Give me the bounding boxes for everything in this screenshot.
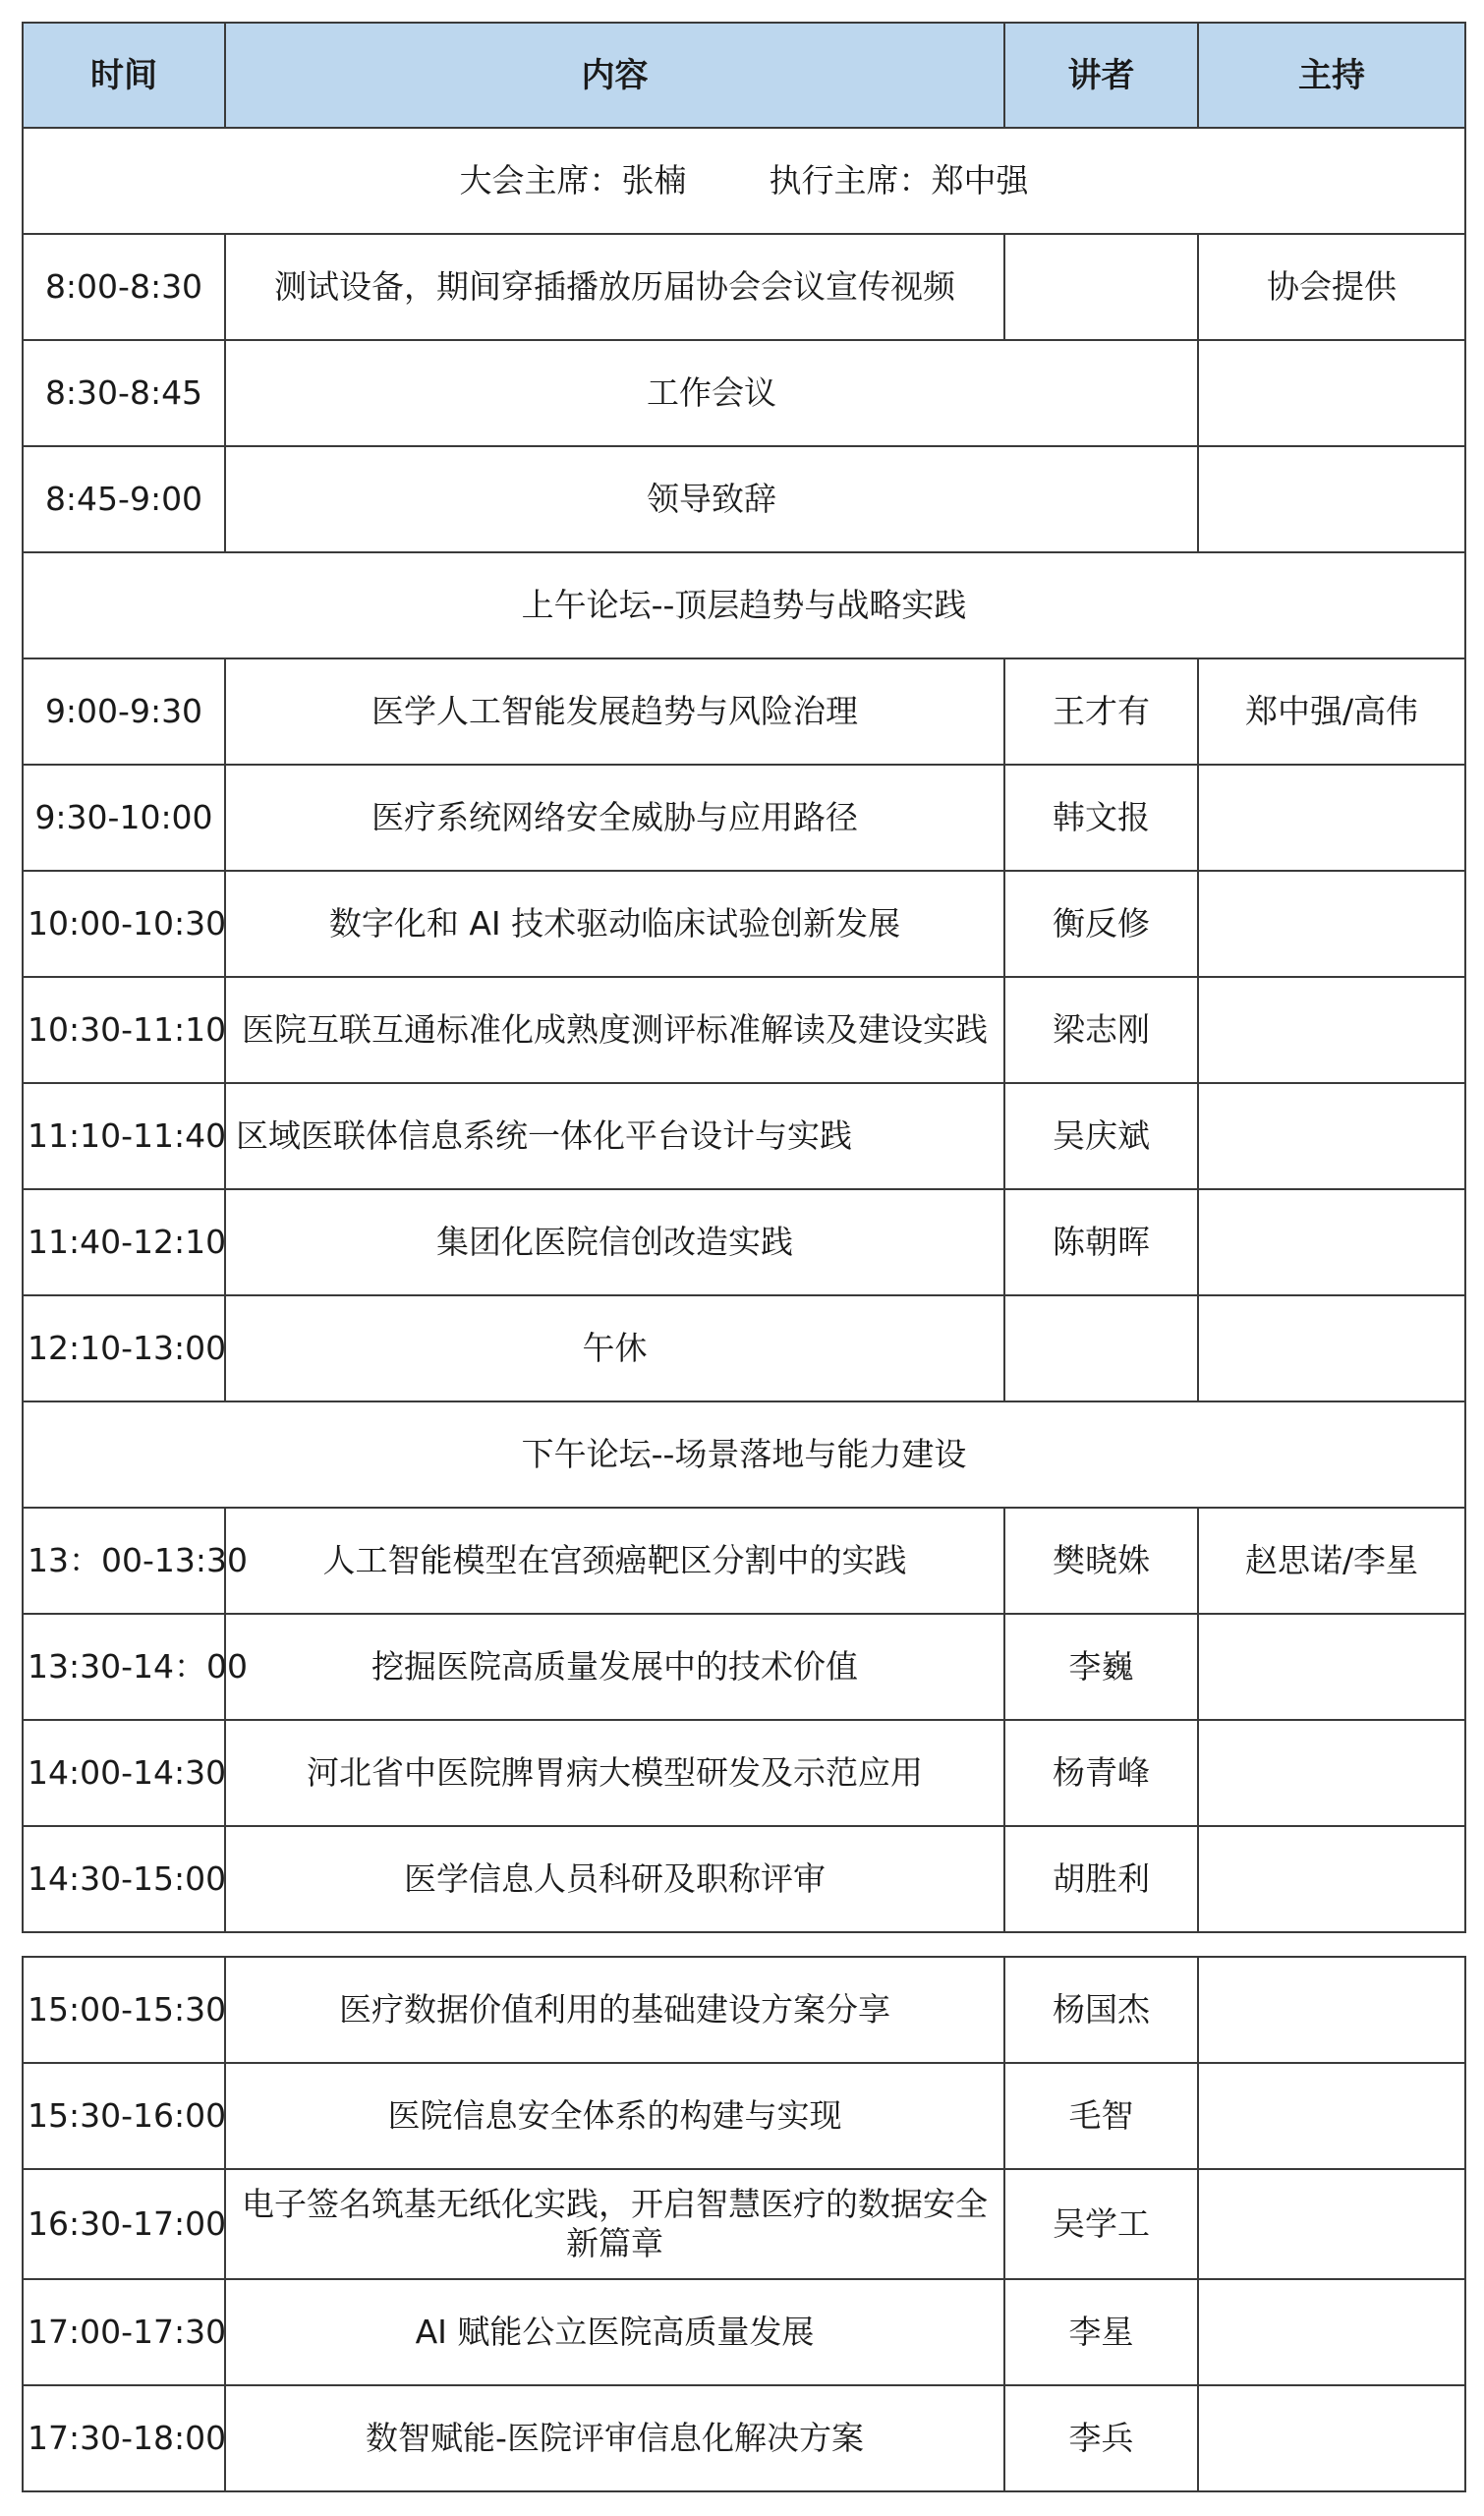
content-cell: 医学人工智能发展趋势与风险治理	[225, 658, 1004, 765]
table-row	[23, 871, 1465, 977]
table-row	[23, 2063, 1465, 2169]
table-row	[23, 234, 1465, 340]
content-cell: 测试设备，期间穿插播放历届协会会议宣传视频	[225, 234, 1004, 340]
content-cell: 电子签名筑基无纸化实践，开启智慧医疗的数据安全新篇章	[225, 2169, 1004, 2279]
time-cell: 12:10-13:00	[23, 1295, 225, 1401]
speaker-cell: 吴学工	[1004, 2169, 1198, 2279]
section-row	[23, 552, 1465, 658]
header-row	[23, 23, 1465, 128]
speaker-cell: 王才有	[1004, 658, 1198, 765]
time-cell: 16:30-17:00	[23, 2169, 225, 2279]
host-cell	[1198, 977, 1465, 1083]
table-row	[23, 2279, 1465, 2385]
table-row	[23, 1083, 1465, 1189]
speaker-cell: 衡反修	[1004, 871, 1198, 977]
table-row	[23, 1826, 1465, 1932]
speaker-cell: 杨青峰	[1004, 1720, 1198, 1826]
content-cell: 医院互联互通标准化成熟度测评标准解读及建设实践	[225, 977, 1004, 1083]
content-cell: 医疗数据价值利用的基础建设方案分享	[225, 1957, 1004, 2063]
host-cell	[1198, 1295, 1465, 1401]
speaker-cell: 梁志刚	[1004, 977, 1198, 1083]
speaker-cell: 吴庆斌	[1004, 1083, 1198, 1189]
header-host: 主持	[1198, 23, 1465, 128]
speaker-cell: 李巍	[1004, 1614, 1198, 1720]
time-cell: 8:45-9:00	[23, 446, 225, 552]
header-content: 内容	[225, 23, 1004, 128]
speaker-cell: 陈朝晖	[1004, 1189, 1198, 1295]
time-cell: 9:00-9:30	[23, 658, 225, 765]
time-cell: 10:30-11:10	[23, 977, 225, 1083]
table-row	[23, 446, 1465, 552]
time-cell: 14:30-15:00	[23, 1826, 225, 1932]
table-row	[23, 2169, 1465, 2279]
speaker-cell: 毛智	[1004, 2063, 1198, 2169]
table-row	[23, 1189, 1465, 1295]
host-cell	[1198, 765, 1465, 871]
host-cell	[1198, 2169, 1465, 2279]
schedule-table-part-2	[22, 1956, 1466, 2492]
host-cell	[1198, 1826, 1465, 1932]
table-row	[23, 765, 1465, 871]
host-cell: 郑中强/高伟	[1198, 658, 1465, 765]
time-cell: 9:30-10:00	[23, 765, 225, 871]
host-cell	[1198, 1083, 1465, 1189]
table-row	[23, 340, 1465, 446]
header-time: 时间	[23, 23, 225, 128]
content-cell: 人工智能模型在宫颈癌靶区分割中的实践	[225, 1508, 1004, 1614]
host-cell	[1198, 2279, 1465, 2385]
time-cell: 8:00-8:30	[23, 234, 225, 340]
content-cell: 集团化医院信创改造实践	[225, 1189, 1004, 1295]
host-cell	[1198, 871, 1465, 977]
time-cell: 15:30-16:00	[23, 2063, 225, 2169]
host-cell	[1198, 446, 1465, 552]
time-cell: 14:00-14:30	[23, 1720, 225, 1826]
time-cell: 13:30-14：00	[23, 1614, 225, 1720]
table-row	[23, 1295, 1465, 1401]
table-row	[23, 2385, 1465, 2491]
speaker-cell: 李兵	[1004, 2385, 1198, 2491]
host-cell	[1198, 340, 1465, 446]
time-cell: 13：00-13:30	[23, 1508, 225, 1614]
chairs-row	[23, 128, 1465, 234]
content-cell: 领导致辞	[225, 446, 1198, 552]
content-cell: 午休	[225, 1295, 1004, 1401]
content-cell: 医院信息安全体系的构建与实现	[225, 2063, 1004, 2169]
speaker-cell: 韩文报	[1004, 765, 1198, 871]
time-cell: 8:30-8:45	[23, 340, 225, 446]
speaker-cell: 胡胜利	[1004, 1826, 1198, 1932]
host-cell	[1198, 1614, 1465, 1720]
time-cell: 11:40-12:10	[23, 1189, 225, 1295]
table-row	[23, 1720, 1465, 1826]
speaker-cell: 杨国杰	[1004, 1957, 1198, 2063]
host-cell: 协会提供	[1198, 234, 1465, 340]
speaker-cell: 李星	[1004, 2279, 1198, 2385]
content-cell: 区域医联体信息系统一体化平台设计与实践	[225, 1083, 1004, 1189]
speaker-cell: 樊晓姝	[1004, 1508, 1198, 1614]
time-cell: 10:00-10:30	[23, 871, 225, 977]
content-cell: 数智赋能-医院评审信息化解决方案	[225, 2385, 1004, 2491]
speaker-cell	[1004, 234, 1198, 340]
table-row	[23, 1957, 1465, 2063]
host-cell	[1198, 2385, 1465, 2491]
content-cell: 医疗系统网络安全威胁与应用路径	[225, 765, 1004, 871]
host-cell	[1198, 1957, 1465, 2063]
header-speaker: 讲者	[1004, 23, 1198, 128]
table-row	[23, 1508, 1465, 1614]
host-cell	[1198, 2063, 1465, 2169]
section-title-morning: 上午论坛--顶层趋势与战略实践	[23, 552, 1465, 658]
time-cell: 15:00-15:30	[23, 1957, 225, 2063]
host-cell: 赵思诺/李星	[1198, 1508, 1465, 1614]
table-row	[23, 658, 1465, 765]
time-cell: 17:00-17:30	[23, 2279, 225, 2385]
host-cell	[1198, 1720, 1465, 1826]
schedule-table-part-1	[22, 22, 1466, 1933]
table-row	[23, 977, 1465, 1083]
host-cell	[1198, 1189, 1465, 1295]
section-title-afternoon: 下午论坛--场景落地与能力建设	[23, 1401, 1465, 1508]
time-cell: 17:30-18:00	[23, 2385, 225, 2491]
content-cell: 医学信息人员科研及职称评审	[225, 1826, 1004, 1932]
content-cell: 工作会议	[225, 340, 1198, 446]
content-cell: 挖掘医院高质量发展中的技术价值	[225, 1614, 1004, 1720]
time-cell: 11:10-11:40	[23, 1083, 225, 1189]
content-cell: 河北省中医院脾胃病大模型研发及示范应用	[225, 1720, 1004, 1826]
section-row	[23, 1401, 1465, 1508]
content-cell: AI 赋能公立医院高质量发展	[225, 2279, 1004, 2385]
content-cell: 数字化和 AI 技术驱动临床试验创新发展	[225, 871, 1004, 977]
table-row	[23, 1614, 1465, 1720]
speaker-cell	[1004, 1295, 1198, 1401]
chairs-cell: 大会主席：张楠 执行主席：郑中强	[23, 128, 1465, 234]
